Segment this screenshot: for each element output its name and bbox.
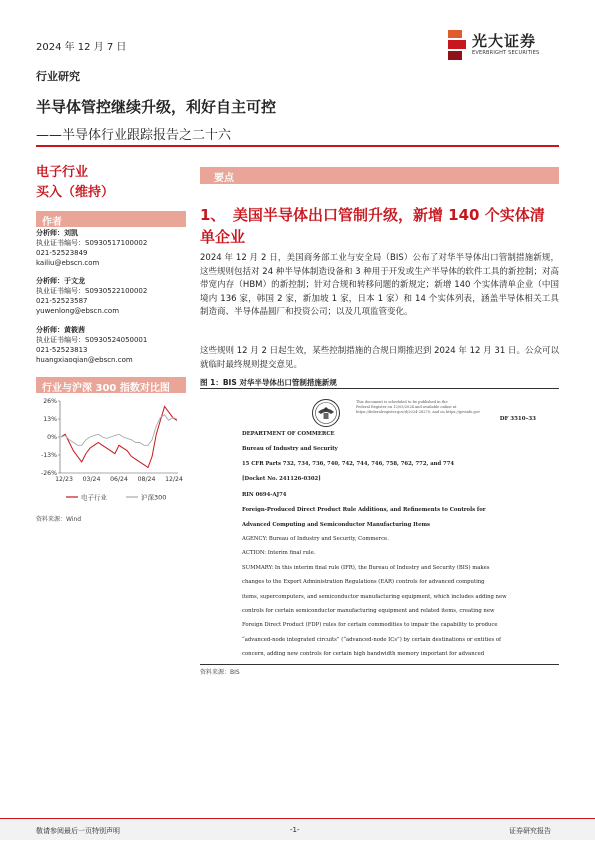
fr-document-line: Advanced Computing and Semiconductor Manufacturing Items — [242, 522, 431, 528]
fr-document-line: DEPARTMENT OF COMMERCE — [242, 431, 335, 437]
author-phone: 021-52523813 — [36, 346, 88, 354]
author-2 — [36, 276, 186, 316]
fr-document-line: SUMMARY: In this interim final rule (IFR), the Bureau of Industry and Security (BIS) makes — [242, 565, 490, 571]
author-role: 分析师：于文龙 — [36, 277, 85, 285]
footer-line — [0, 818, 595, 819]
report-subtitle: ——半导体行业跟踪报告之二十六 — [36, 128, 232, 143]
paragraph-2: 这些规则 12 月 2 日起生效，某些控制措施的合规日期推迟到 2024 年 12 月 31 日。公众可以就临时最终规则提交意见。 — [200, 346, 559, 370]
fr-document-line: changes to the Export Administration Regulations (EAR) controls for advanced computing — [242, 579, 485, 585]
y-tick-label: 26% — [43, 398, 57, 406]
everbright-logo-icon — [446, 28, 468, 62]
report-category: 行业研究 — [36, 70, 80, 83]
key-points-label: 要点 — [214, 173, 234, 184]
fr-document-line: concern, adding new controls for certain high bandwidth memory important for advanced — [242, 651, 485, 657]
author-license: 执业证书编号：S0930524050001 — [36, 336, 148, 344]
figure-title: 图 1：BIS 对华半导体出口管制措施新规 — [200, 378, 337, 387]
chart-label: 行业与沪深 300 指数对比图 — [42, 383, 170, 394]
fr-document-line: “advanced-node integrated circuits” (“advanced-node ICs”) by certain destinations or entities of — [242, 637, 502, 643]
legend-label: 沪深300 — [141, 493, 167, 502]
y-tick-label: -26% — [41, 470, 57, 478]
authors-label: 作者 — [42, 217, 62, 228]
logo-text-cn: 光大证券 — [472, 32, 537, 50]
author-license: 执业证书编号：S0930517100002 — [36, 239, 148, 247]
fr-note-1: This document is scheduled to be published in the — [356, 400, 448, 404]
author-email[interactable]: huangxiaoqian@ebscn.com — [36, 356, 133, 364]
fr-document-line: [Docket No. 241126-0302] — [242, 476, 321, 482]
federal-register-document — [236, 396, 536, 662]
x-tick-label: 12/23 — [55, 476, 73, 483]
commerce-seal-icon — [311, 398, 341, 428]
fr-note-3[interactable]: https://federalregister.gov/d/2024-28270, and on https://govinfo.gov — [356, 410, 480, 414]
fr-document-line: controls for certain semiconductor manufacturing equipment and related items, creating new — [242, 608, 495, 614]
author-phone: 021-52523587 — [36, 297, 88, 305]
page-number: -1- — [290, 826, 300, 834]
author-role: 分析师：黄筱茜 — [36, 326, 85, 334]
title-divider — [36, 145, 559, 147]
chart-svg — [36, 395, 186, 513]
x-tick-label: 08/24 — [137, 476, 156, 483]
legend-label: 电子行业 — [81, 493, 107, 502]
fr-note-2: Federal Register on 12/05/2024 and available online at — [356, 405, 457, 409]
report-date: 2024 年 12 月 7 日 — [36, 42, 127, 53]
fr-document-line: AGENCY: Bureau of Industry and Security, Commerce. — [242, 536, 389, 542]
fr-document-line: RIN 0694-AJ74 — [242, 492, 287, 498]
fr-document-line: Foreign Direct Product (FDP) rules for certain commodities to impair the capability to produce — [242, 622, 498, 628]
x-tick-label: 06/24 — [110, 476, 128, 483]
author-phone: 021-52523849 — [36, 249, 88, 257]
author-role: 分析师：刘凯 — [36, 229, 78, 237]
industry-name: 电子行业 — [36, 165, 89, 180]
rating: 买入（维持） — [36, 185, 115, 200]
report-title: 半导体管控继续升级，利好自主可控 — [36, 98, 277, 116]
section-heading: 1、 美国半导体出口管制升级，新增 140 个实体清单企业 — [200, 206, 545, 246]
figure-top-rule — [200, 388, 559, 389]
chart-source: 资料来源：Wind — [36, 516, 82, 523]
authors-section-bar — [36, 211, 186, 227]
figure-source: 资料来源：BIS — [200, 669, 240, 676]
footer-report-type: 证券研究报告 — [509, 827, 551, 835]
chart-section-bar — [36, 377, 186, 393]
author-email[interactable]: kailiu@ebscn.com — [36, 259, 100, 267]
index-comparison-chart — [36, 395, 186, 513]
everbright-logo — [446, 28, 566, 64]
fr-document-line: ACTION: Interim final rule. — [242, 550, 316, 556]
author-email[interactable]: yuwenlong@ebscn.com — [36, 307, 120, 315]
paragraph-1: 2024 年 12 月 2 日，美国商务部工业与安全局（BIS）公布了对华半导体出口管制措施新规，这些规则包括对 24 种半导体制造设备和 3 种用于开发或生产半导体的软件工具的新控制；对高带宽内存（HBM）的新控制；针对合规和转移问题的新规定；新增 140 个实体清单企业（中国境内 136 家，韩国 2 家，新加坡 1 家，日本 1 家）和 14 个实体列表，涵盖半导体相关工具制造商、半导体晶圆厂和投资公司；以及几项监管变化。 — [200, 253, 559, 317]
x-tick-label: 12/24 — [165, 476, 183, 483]
series-line-hs300 — [61, 415, 177, 446]
fr-document-line: Foreign-Produced Direct Product Rule Additions, and Refinements to Controls for — [242, 507, 486, 513]
fr-code: DF 3510–33 — [499, 416, 536, 422]
author-license: 执业证书编号：S0930522100002 — [36, 287, 148, 295]
y-tick-label: 0% — [47, 434, 57, 442]
figure-bottom-rule — [200, 664, 559, 665]
y-tick-label: 13% — [43, 416, 57, 424]
key-points-bar — [200, 167, 559, 184]
fr-document-line: 15 CFR Parts 732, 734, 736, 740, 742, 744, 746, 758, 762, 772, and 774 — [242, 461, 455, 467]
footer-disclaimer[interactable]: 敬请参阅最后一页特别声明 — [36, 827, 120, 835]
fr-document-line: items, supercomputers, and semiconductor manufacturing equipment, which includes adding new — [242, 594, 507, 600]
logo-text-en: EVERBRIGHT SECURITIES — [472, 50, 540, 56]
author-3 — [36, 325, 186, 365]
x-tick-label: 03/24 — [82, 476, 101, 483]
author-1 — [36, 228, 186, 268]
fr-document-line: Bureau of Industry and Security — [242, 446, 338, 452]
y-tick-label: -13% — [41, 452, 57, 460]
series-line-electronics — [61, 407, 177, 468]
